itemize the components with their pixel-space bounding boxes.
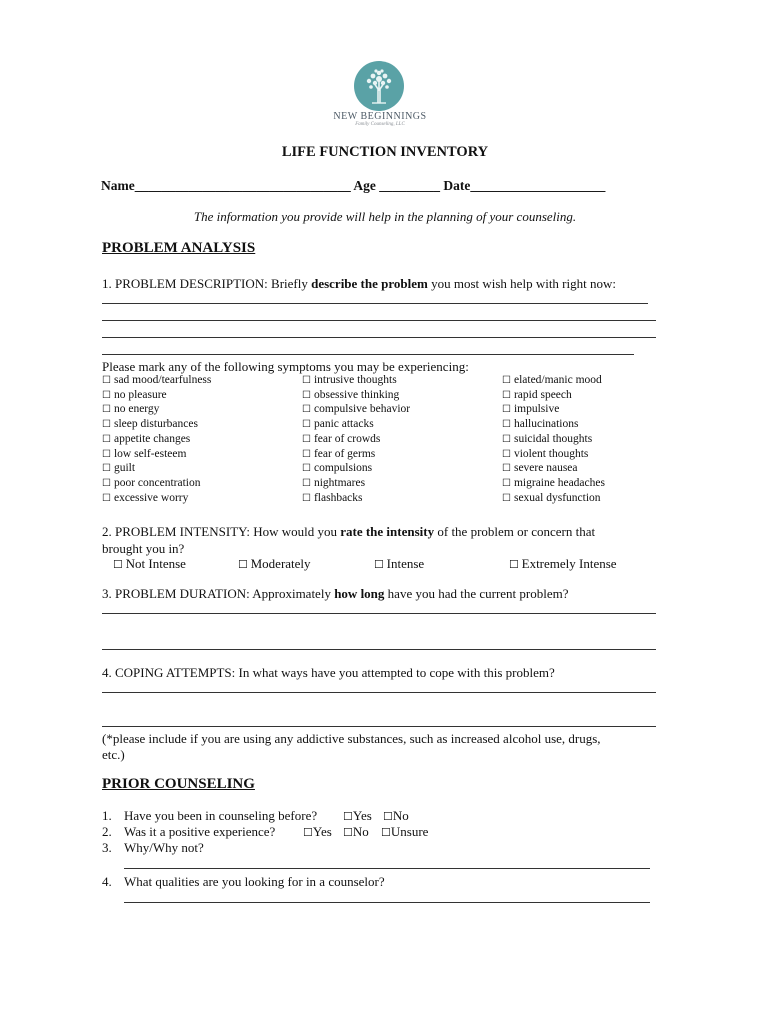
symptom-checkbox[interactable]	[502, 418, 578, 430]
symptom-checkbox[interactable]	[502, 433, 592, 445]
symptom-label: obsessive thinking	[313, 388, 400, 401]
answer-line[interactable]	[102, 337, 656, 338]
checkbox-icon[interactable]: ☐	[113, 559, 126, 571]
symptom-checkbox[interactable]	[502, 389, 572, 401]
option-label: Intense	[386, 556, 425, 571]
symptom-label: fear of crowds	[313, 432, 381, 445]
checkbox-icon[interactable]: ☐	[502, 389, 511, 401]
symptom-checkbox[interactable]	[102, 418, 198, 430]
symptom-label: migraine headaches	[513, 476, 605, 489]
answer-line[interactable]	[102, 303, 648, 304]
checkbox-icon[interactable]: ☐	[383, 811, 393, 823]
checkbox-icon[interactable]: ☐	[302, 389, 311, 401]
checkbox-icon[interactable]: ☐	[102, 448, 111, 460]
checkbox-icon[interactable]: ☐	[102, 433, 111, 445]
symptom-label: panic attacks	[313, 418, 374, 431]
option-label: Yes	[352, 808, 372, 823]
item-number: 2.	[102, 824, 112, 839]
prior-counseling-option[interactable]	[383, 808, 409, 824]
checkbox-icon[interactable]: ☐	[502, 448, 511, 460]
checkbox-icon[interactable]: ☐	[302, 375, 311, 386]
answer-line[interactable]	[102, 726, 656, 727]
symptom-label: low self-esteem	[113, 447, 187, 460]
checkbox-icon[interactable]: ☐	[302, 433, 311, 445]
symptom-label: impulsive	[513, 403, 560, 416]
prior-counseling-question: Was it a positive experience?	[124, 824, 276, 839]
symptom-label: violent thoughts	[513, 447, 589, 460]
symptom-checkbox[interactable]	[102, 477, 201, 489]
symptom-checkbox[interactable]	[302, 477, 365, 489]
prior-counseling-option[interactable]	[381, 824, 428, 840]
checkbox-icon[interactable]: ☐	[502, 419, 511, 431]
option-label: No	[392, 808, 409, 823]
symptom-label: rapid speech	[513, 388, 572, 401]
symptom-checkbox[interactable]	[302, 462, 372, 474]
symptom-label: nightmares	[313, 476, 366, 489]
symptom-checkbox[interactable]	[302, 374, 397, 386]
q3-problem-duration: 3. PROBLEM DURATION: Approximately how long have you had the current problem?	[102, 586, 569, 601]
prior-counseling-question: Why/Why not?	[124, 840, 204, 855]
item-number: 3.	[102, 840, 112, 855]
checkbox-icon[interactable]: ☐	[502, 375, 511, 386]
option-label: Unsure	[390, 824, 429, 839]
item-number: 4.	[102, 874, 112, 889]
symptom-label: no pleasure	[113, 388, 167, 401]
symptom-checkbox[interactable]	[102, 374, 211, 386]
checkbox-icon[interactable]: ☐	[502, 492, 511, 504]
option-label: No	[352, 824, 369, 839]
checkbox-icon[interactable]: ☐	[102, 477, 111, 489]
symptoms-prompt: Please mark any of the following symptoms you may be experiencing:	[102, 359, 469, 374]
checkbox-icon[interactable]: ☐	[102, 389, 111, 401]
q4-note: (*please include if you are using any addictive substances, such as increased alcohol use, drugs,	[102, 731, 601, 746]
symptom-label: sleep disturbances	[113, 418, 198, 431]
checkbox-icon[interactable]: ☐	[302, 492, 311, 504]
symptom-label: poor concentration	[113, 476, 201, 489]
symptom-label: guilt	[113, 462, 136, 475]
answer-line[interactable]	[102, 354, 634, 355]
checkbox-icon[interactable]: ☐	[509, 559, 522, 571]
symptom-checkbox[interactable]	[502, 374, 602, 386]
symptom-label: fear of germs	[313, 447, 376, 460]
symptom-checkbox[interactable]	[102, 448, 186, 460]
intensity-option[interactable]	[238, 556, 311, 572]
symptom-label: hallucinations	[513, 418, 579, 431]
checkbox-icon[interactable]: ☐	[238, 559, 251, 571]
item-number: 1.	[102, 808, 112, 823]
symptom-checkbox[interactable]	[502, 492, 601, 504]
checkbox-icon[interactable]: ☐	[303, 827, 313, 839]
symptom-checkbox[interactable]	[502, 403, 559, 415]
checkbox-icon[interactable]: ☐	[302, 404, 311, 416]
symptom-label: flashbacks	[313, 491, 363, 504]
name-age-date-line[interactable]: Name________________________________ Age _________ Date____________________	[101, 178, 606, 193]
checkbox-icon[interactable]: ☐	[302, 477, 311, 489]
checkbox-icon[interactable]: ☐	[374, 559, 387, 571]
symptom-checkbox[interactable]	[102, 433, 190, 445]
symptom-label: intrusive thoughts	[313, 374, 397, 386]
checkbox-icon[interactable]: ☐	[381, 827, 391, 839]
intensity-option[interactable]	[374, 556, 424, 572]
checkbox-icon[interactable]: ☐	[502, 433, 511, 445]
checkbox-icon[interactable]: ☐	[502, 477, 511, 489]
page-title: LIFE FUNCTION INVENTORY	[281, 144, 489, 160]
q1-problem-description: 1. PROBLEM DESCRIPTION: Briefly describe the problem you most wish help with right now:	[102, 276, 616, 291]
symptom-checkbox[interactable]	[302, 448, 375, 460]
symptom-checkbox[interactable]	[102, 492, 188, 504]
answer-line[interactable]	[102, 649, 656, 650]
prior-counseling-heading: PRIOR COUNSELING	[102, 776, 255, 792]
symptom-checkbox[interactable]	[302, 418, 374, 430]
checkbox-icon[interactable]: ☐	[343, 811, 353, 823]
symptom-label: compulsive behavior	[313, 403, 411, 416]
symptom-checkbox[interactable]	[102, 462, 135, 474]
q4-note-cont: etc.)	[102, 747, 125, 762]
answer-line[interactable]	[124, 902, 650, 903]
symptom-label: sad mood/tearfulness	[113, 374, 212, 386]
logo-name: NEW BEGINNINGS	[333, 111, 427, 122]
prior-counseling-option[interactable]	[343, 808, 372, 824]
symptom-label: sexual dysfunction	[513, 491, 601, 504]
prior-counseling-question: What qualities are you looking for in a counselor?	[124, 874, 385, 889]
checkbox-icon[interactable]: ☐	[343, 827, 353, 839]
option-label: Yes	[312, 824, 332, 839]
problem-analysis-heading: PROBLEM ANALYSIS	[102, 240, 256, 256]
symptom-checkbox[interactable]	[302, 403, 410, 415]
symptom-label: suicidal thoughts	[513, 432, 593, 445]
symptom-label: elated/manic mood	[513, 374, 602, 386]
prior-counseling-option[interactable]	[303, 824, 332, 840]
symptom-checkbox[interactable]	[102, 403, 159, 415]
checkbox-icon[interactable]: ☐	[102, 492, 111, 504]
option-label: Extremely Intense	[521, 556, 617, 571]
checkbox-icon[interactable]: ☐	[302, 448, 311, 460]
q2-line2: brought you in?	[102, 541, 185, 556]
option-label: Not Intense	[125, 556, 186, 571]
symptom-checkbox[interactable]	[502, 448, 588, 460]
symptom-label: compulsions	[313, 462, 373, 475]
symptom-checkbox[interactable]	[302, 433, 380, 445]
answer-line[interactable]	[124, 868, 650, 869]
tree-logo-icon	[354, 61, 404, 111]
prior-counseling-question: Have you been in counseling before?	[124, 808, 318, 823]
checkbox-icon[interactable]: ☐	[302, 463, 311, 475]
symptom-label: appetite changes	[113, 432, 191, 445]
checkbox-icon[interactable]: ☐	[502, 404, 511, 416]
checkbox-icon[interactable]: ☐	[102, 404, 111, 416]
symptom-checkbox[interactable]	[102, 389, 167, 401]
symptom-label: excessive worry	[113, 491, 189, 504]
checkbox-icon[interactable]: ☐	[102, 463, 111, 475]
answer-line[interactable]	[102, 613, 656, 614]
answer-line[interactable]	[102, 320, 656, 321]
prior-counseling-option[interactable]	[343, 824, 369, 840]
q4-coping-attempts: 4. COPING ATTEMPTS: In what ways have you attempted to cope with this problem?	[102, 665, 555, 680]
checkbox-icon[interactable]: ☐	[302, 419, 311, 431]
symptom-checkbox[interactable]	[302, 389, 399, 401]
symptom-checkbox[interactable]	[302, 492, 363, 504]
intensity-option[interactable]	[113, 556, 186, 572]
logo-tagline: Family Counseling, LLC	[355, 122, 405, 127]
symptom-checkbox[interactable]	[502, 477, 605, 489]
symptom-label: no energy	[113, 403, 160, 416]
option-label: Moderately	[250, 556, 311, 571]
symptom-label: severe nausea	[513, 462, 578, 475]
intensity-option[interactable]	[509, 556, 617, 572]
answer-line[interactable]	[102, 692, 656, 693]
q2-problem-intensity: 2. PROBLEM INTENSITY: How would you rate the intensity of the problem or concern that	[102, 524, 596, 539]
info-text: The information you provide will help in the planning of your counseling.	[193, 209, 577, 224]
checkbox-icon[interactable]: ☐	[102, 419, 111, 431]
checkbox-icon[interactable]: ☐	[502, 463, 511, 475]
checkbox-icon[interactable]: ☐	[102, 375, 111, 386]
symptom-checkbox[interactable]	[502, 462, 578, 474]
